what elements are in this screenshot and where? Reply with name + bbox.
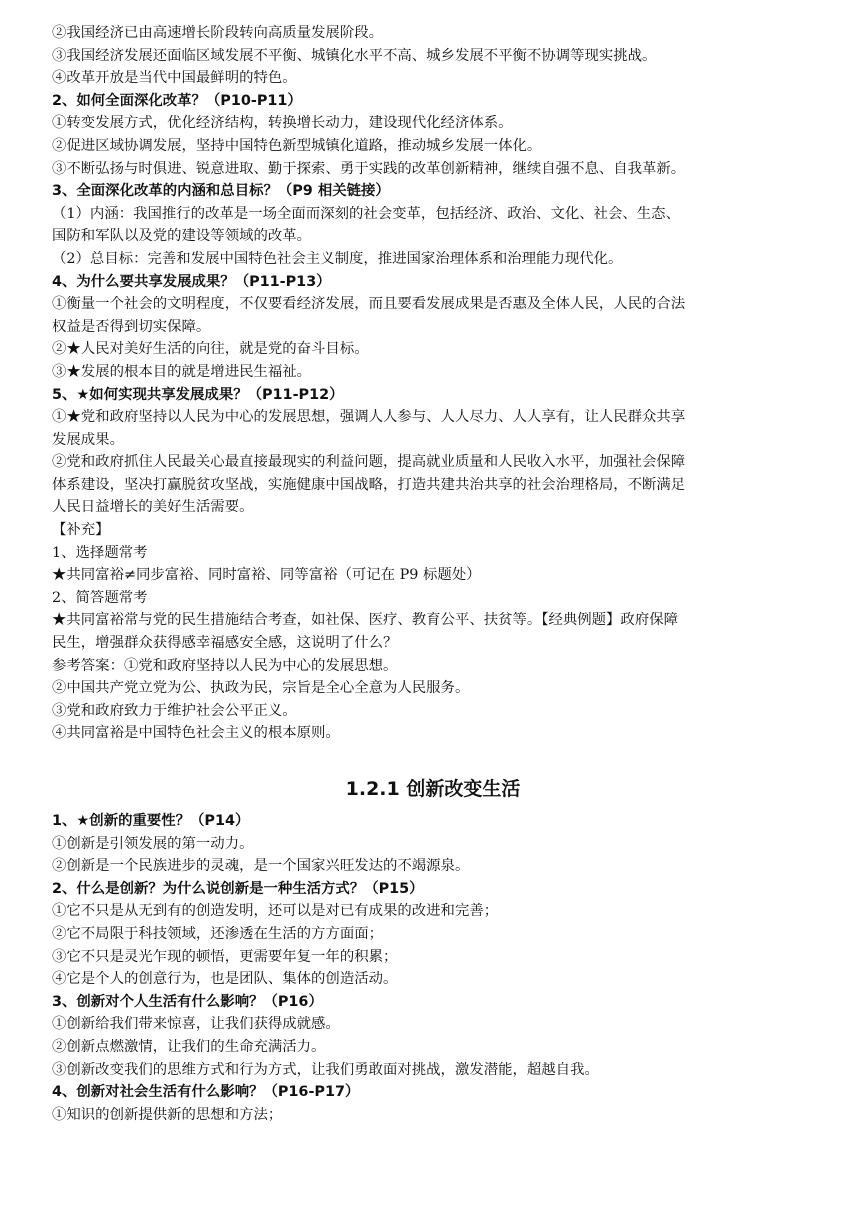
section-title: 1.2.1 创新改变生活 bbox=[345, 778, 521, 800]
text-line: ②创新点燃激情，让我们的生命充满活力。 bbox=[52, 1038, 326, 1055]
text-line: ①创新是引领发展的第一动力。 bbox=[52, 835, 254, 852]
question-heading: 3、全面深化改革的内涵和总目标？（P9 相关链接） bbox=[52, 183, 390, 200]
document-page bbox=[52, 22, 814, 1126]
question-heading: 4、创新对社会生活有什么影响？（P16-P17） bbox=[52, 1084, 360, 1101]
text-line: ①知识的创新提供新的思想和方法； bbox=[52, 1106, 283, 1123]
text-line: ②创新是一个民族进步的灵魂，是一个国家兴旺发达的不竭源泉。 bbox=[52, 858, 470, 875]
text-line: ②它不局限于科技领域，还渗透在生活的方方面面； bbox=[52, 925, 383, 942]
document-part-1 bbox=[52, 22, 814, 745]
text-line: 权益是否得到切实保障。 bbox=[52, 318, 211, 335]
text-line: ③党和政府致力于维护社会公平正义。 bbox=[52, 702, 297, 719]
text-line: ④它是个人的创意行为，也是团队、集体的创造活动。 bbox=[52, 971, 398, 988]
question-heading: 1、★创新的重要性？（P14） bbox=[52, 813, 250, 829]
text-line: ④共同富裕是中国特色社会主义的根本原则。 bbox=[52, 725, 340, 742]
text-line: 【补充】 bbox=[52, 522, 110, 539]
text-line: 1、选择题常考 bbox=[52, 544, 148, 561]
question-heading: 5、★如何实现共享发展成果？（P11-P12） bbox=[52, 386, 344, 403]
text-line: ③它不只是灵光乍现的顿悟，更需要年复一年的积累； bbox=[52, 948, 398, 965]
text-line: ②促进区域协调发展，坚持中国特色新型城镇化道路，推动城乡发展一体化。 bbox=[52, 137, 542, 154]
text-line: 发展成果。 bbox=[52, 431, 124, 448]
text-line: ③★发展的根本目的就是增进民生福祉。 bbox=[52, 363, 312, 380]
text-line: ①创新给我们带来惊喜，让我们获得成就感。 bbox=[52, 1016, 340, 1033]
text-line: 民生，增强群众获得感幸福感安全感，这说明了什么？ bbox=[52, 635, 398, 652]
text-line: ③创新改变我们的思维方式和行为方式，让我们勇敢面对挑战，激发潜能，超越自我。 bbox=[52, 1061, 599, 1078]
text-line: ★共同富裕≠同步富裕、同时富裕、同等富裕（可记在 P9 标题处） bbox=[52, 567, 481, 584]
text-line: ①★党和政府坚持以人民为中心的发展思想，强调人人参与、人人尽力、人人享有，让人民群众共享 bbox=[52, 409, 686, 426]
question-heading: 2、什么是创新？为什么说创新是一种生活方式？（P15） bbox=[52, 880, 424, 897]
text-line: 国防和军队以及党的建设等领域的改革。 bbox=[52, 228, 312, 245]
text-line: ★共同富裕常与党的民生措施结合考查，如社保、医疗、教育公平、扶贫等。【经典例题】政府保障 bbox=[52, 612, 678, 629]
question-heading: 2、如何全面深化改革？（P10-P11） bbox=[52, 92, 302, 109]
text-line: ②中国共产党立党为公、执政为民，宗旨是全心全意为人民服务。 bbox=[52, 680, 470, 697]
question-heading: 4、为什么要共享发展成果？（P11-P13） bbox=[52, 273, 331, 290]
question-heading: 3、创新对个人生活有什么影响？（P16） bbox=[52, 993, 323, 1010]
text-line: ④改革开放是当代中国最鲜明的特色。 bbox=[52, 70, 297, 87]
text-line: 体系建设，坚决打赢脱贫攻坚战，实施健康中国战略，打造共建共治共享的社会治理格局，不断满足 bbox=[52, 476, 686, 493]
text-line: ②我国经济已由高速增长阶段转向高质量发展阶段。 bbox=[52, 25, 383, 41]
document-part-2 bbox=[52, 810, 814, 1126]
text-line: ②党和政府抓住人民最关心最直接最现实的利益问题，提高就业质量和人民收入水平，加强社会保障 bbox=[52, 454, 686, 471]
text-line: ①衡量一个社会的文明程度，不仅要看经济发展，而且要看发展成果是否惠及全体人民，人民的合法 bbox=[52, 296, 686, 313]
text-line: ①它不只是从无到有的创造发明，还可以是对已有成果的改进和完善； bbox=[52, 903, 499, 920]
text-line: ③我国经济发展还面临区域发展不平衡、城镇化水平不高、城乡发展不平衡不协调等现实挑战。 bbox=[52, 47, 657, 64]
text-line: ③不断弘扬与时俱进、锐意进取、勤于探索、勇于实践的改革创新精神，继续自强不息、自我革新。 bbox=[52, 160, 686, 177]
text-line: ②★人民对美好生活的向往，就是党的奋斗目标。 bbox=[52, 341, 369, 358]
text-line: 参考答案：①党和政府坚持以人民为中心的发展思想。 bbox=[52, 657, 398, 674]
text-line: ①转变发展方式，优化经济结构，转换增长动力，建设现代化经济体系。 bbox=[52, 115, 513, 132]
text-line: （2）总目标：完善和发展中国特色社会主义制度，推进国家治理体系和治理能力现代化。 bbox=[52, 250, 623, 267]
text-line: 人民日益增长的美好生活需要。 bbox=[52, 499, 254, 516]
text-line: 2、简答题常考 bbox=[52, 589, 148, 606]
text-line: （1）内涵：我国推行的改革是一场全面而深刻的社会变革，包括经济、政治、文化、社会、生态、 bbox=[52, 205, 680, 222]
